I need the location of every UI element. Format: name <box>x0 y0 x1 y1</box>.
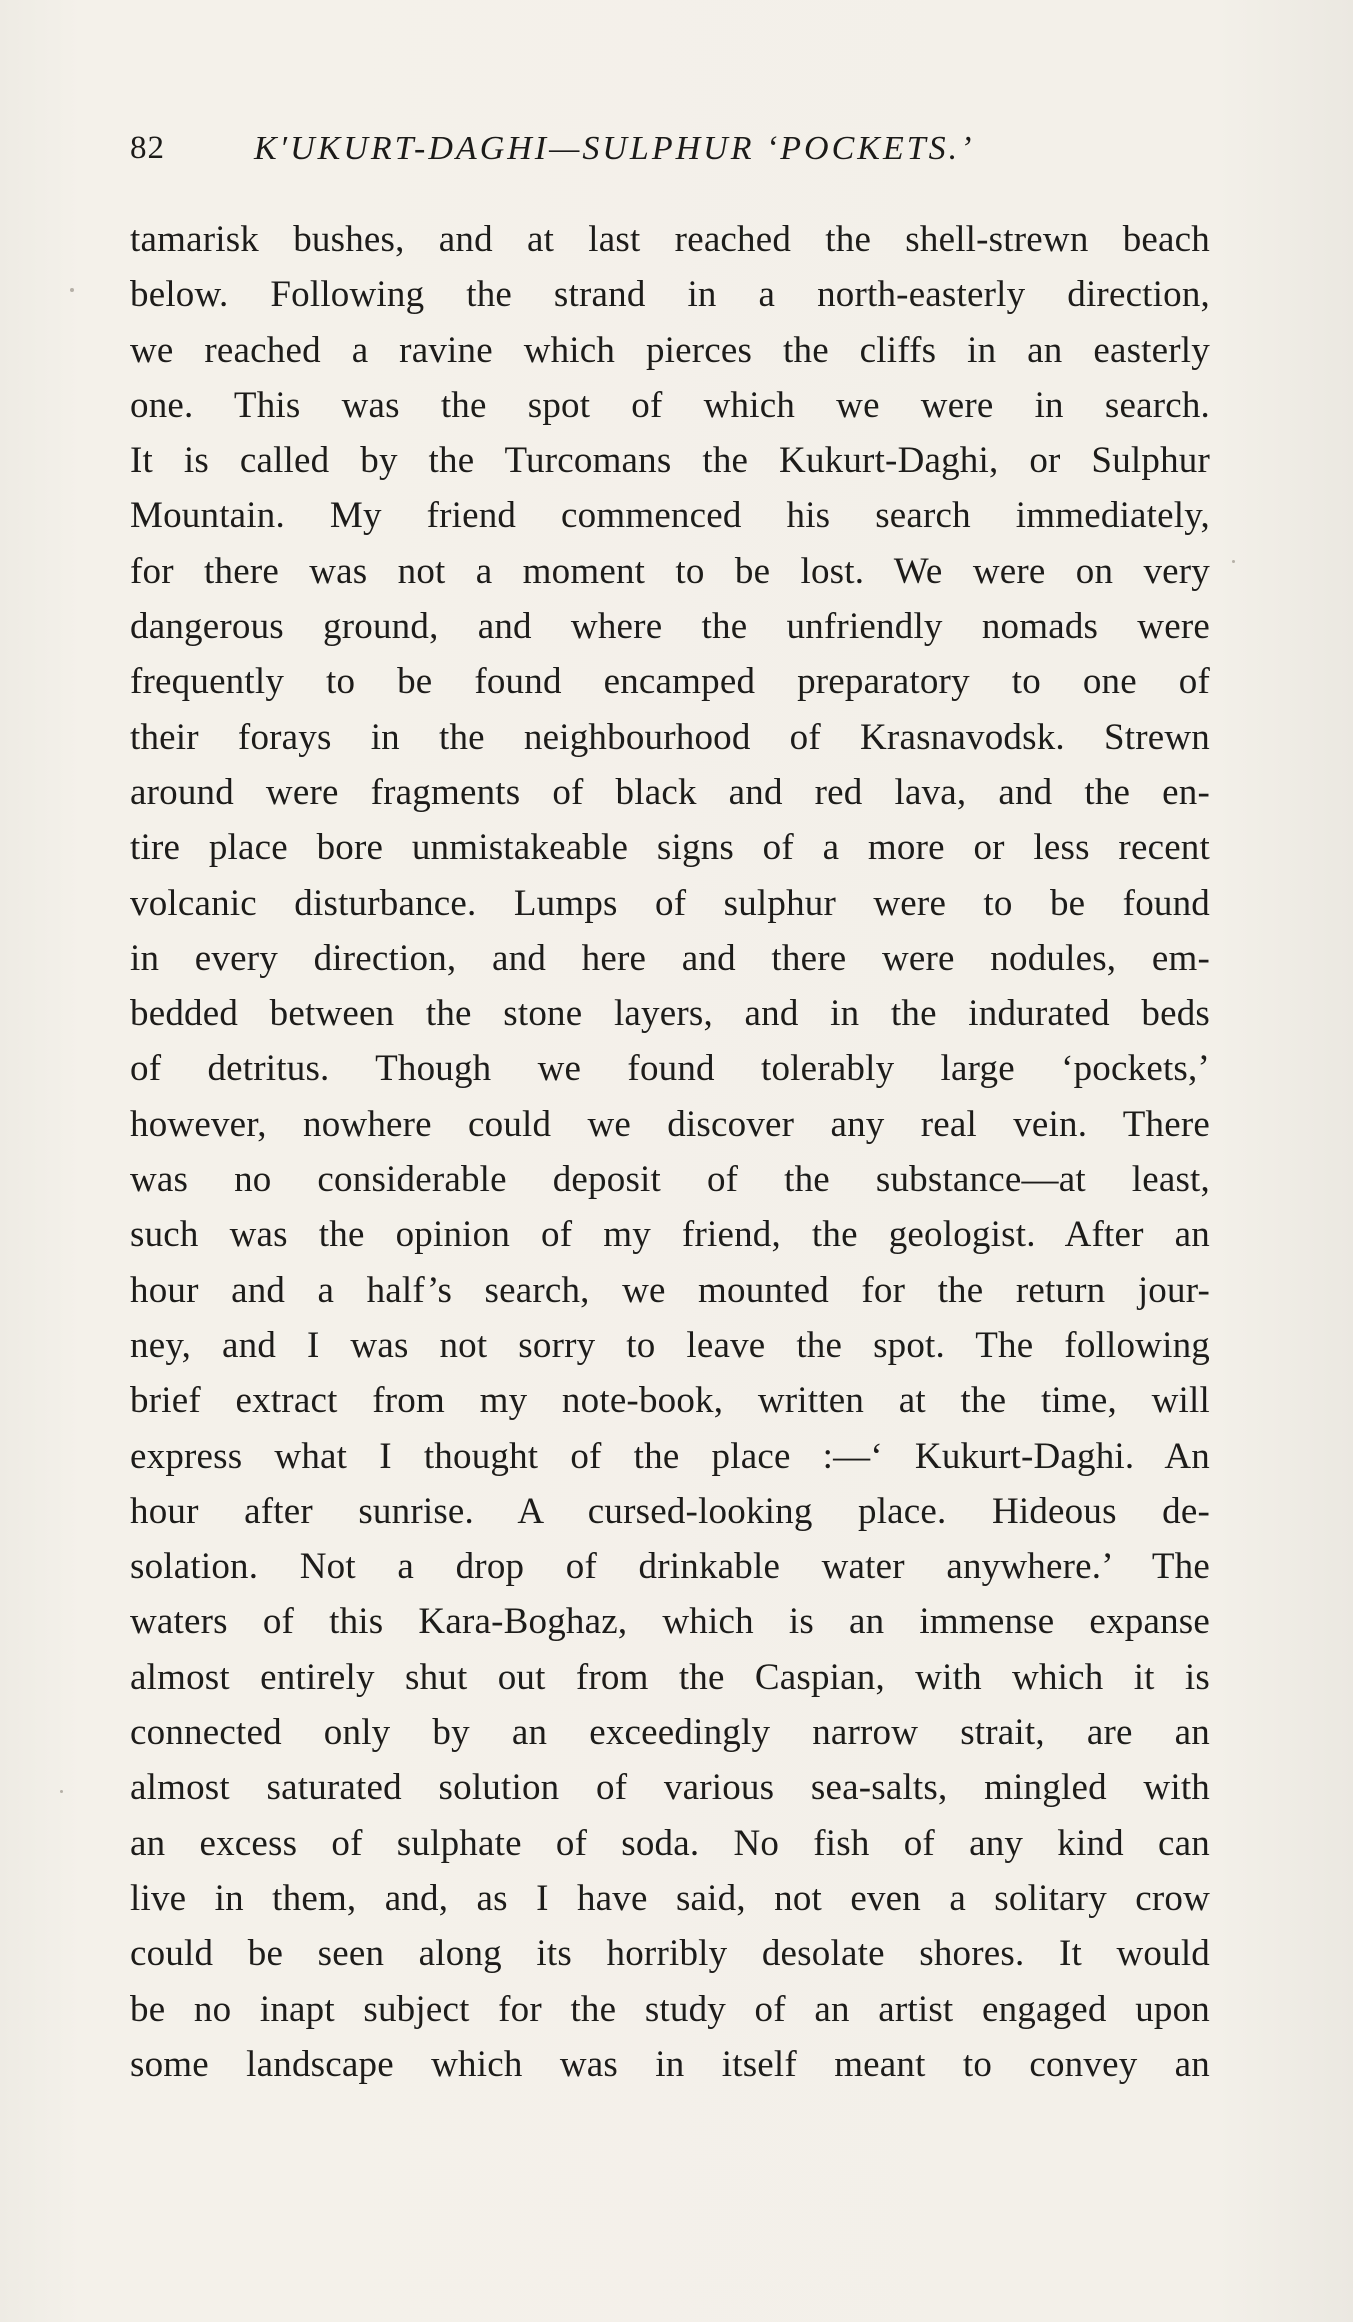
text-line: It is called by the Turcomans the Kukurt-Daghi, or Sulphur <box>130 440 1210 482</box>
text-line: for there was not a moment to be lost. We were on very <box>130 550 1210 592</box>
text-line: such was the opinion of my friend, the geologist. After an <box>130 1214 1210 1256</box>
text-line: in every direction, and here and there were nodules, em- <box>130 937 1210 979</box>
text-line: dangerous ground, and where the unfriendly nomads were <box>130 606 1210 648</box>
text-line: could be seen along its horribly desolate shores. It would <box>130 1933 1210 1975</box>
text-line: some landscape which was in itself meant to convey an <box>130 2043 1210 2085</box>
text-line: tire place bore unmistakeable signs of a more or less recent <box>130 827 1210 869</box>
paper-speck <box>70 288 74 292</box>
text-line: almost saturated solution of various sea-salts, mingled with <box>130 1767 1210 1809</box>
text-line: almost entirely shut out from the Caspian, with which it is <box>130 1656 1210 1698</box>
page-number: 82 <box>130 130 165 166</box>
body-text <box>130 212 1210 2092</box>
page-header <box>130 122 1230 182</box>
text-line: hour and a half’s search, we mounted for the return jour- <box>130 1269 1210 1311</box>
text-line: express what I thought of the place :—‘ Kukurt-Daghi. An <box>130 1435 1210 1477</box>
text-line: one. This was the spot of which we were in search. <box>130 384 1210 426</box>
paper-speck <box>1232 560 1235 563</box>
paper-speck <box>60 1790 63 1793</box>
text-line: an excess of sulphate of soda. No fish of any kind can <box>130 1822 1210 1864</box>
text-line: brief extract from my note-book, written at the time, will <box>130 1380 1210 1422</box>
text-line: solation. Not a drop of drinkable water anywhere.’ The <box>130 1546 1210 1588</box>
text-line: their forays in the neighbourhood of Krasnavodsk. Strewn <box>130 716 1210 758</box>
text-line: waters of this Kara-Boghaz, which is an immense expanse <box>130 1601 1210 1643</box>
text-line: Mountain. My friend commenced his search immediately, <box>130 495 1210 537</box>
text-line: we reached a ravine which pierces the cliffs in an easterly <box>130 329 1210 371</box>
text-line: however, nowhere could we discover any real vein. There <box>130 1103 1210 1145</box>
text-line: was no considerable deposit of the substance—at least, <box>130 1159 1210 1201</box>
text-line: below. Following the strand in a north-easterly direction, <box>130 274 1210 316</box>
text-line: of detritus. Though we found tolerably large ‘pockets,’ <box>130 1048 1210 1090</box>
running-head: K′UKURT-DAGHI—SULPHUR ‘POCKETS.’ <box>254 130 975 167</box>
text-line: frequently to be found encamped preparatory to one of <box>130 661 1210 703</box>
text-line: live in them, and, as I have said, not even a solitary crow <box>130 1877 1210 1919</box>
text-line: around were fragments of black and red lava, and the en- <box>130 771 1210 813</box>
text-line: bedded between the stone layers, and in the indurated beds <box>130 993 1210 1035</box>
text-line: hour after sunrise. A cursed-looking place. Hideous de- <box>130 1490 1210 1532</box>
text-line: ney, and I was not sorry to leave the spot. The following <box>130 1324 1210 1366</box>
text-line: connected only by an exceedingly narrow strait, are an <box>130 1712 1210 1754</box>
text-line: volcanic disturbance. Lumps of sulphur were to be found <box>130 882 1210 924</box>
text-line: be no inapt subject for the study of an artist engaged upon <box>130 1988 1210 2030</box>
text-line: tamarisk bushes, and at last reached the shell-strewn beach <box>130 219 1210 260</box>
